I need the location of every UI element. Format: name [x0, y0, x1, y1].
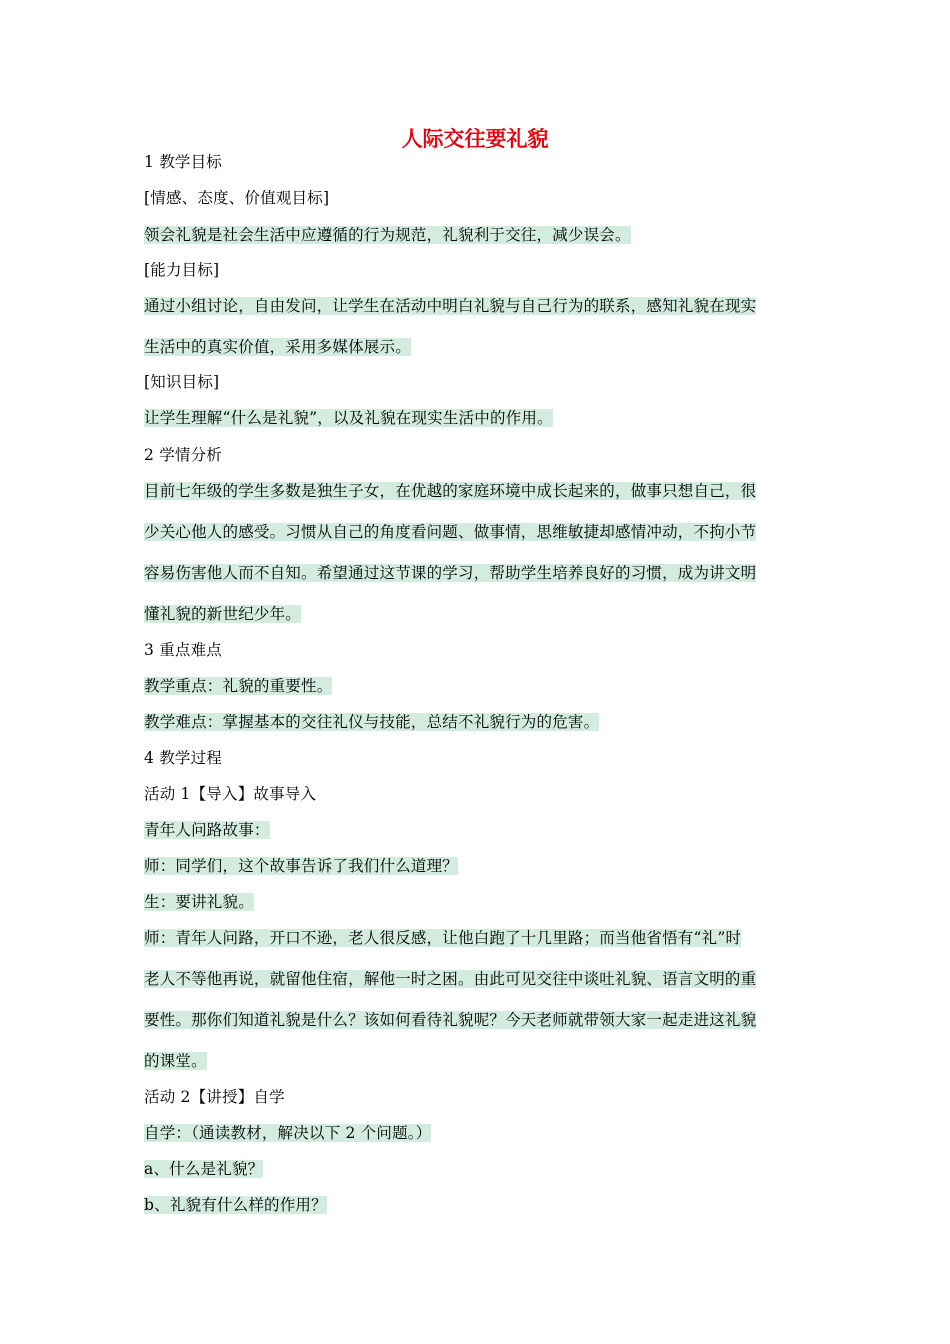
line-text: b、礼貌有什么样的作用？ — [144, 1196, 327, 1214]
text-line — [144, 712, 599, 732]
text-line — [144, 640, 222, 660]
line-text: 生：要讲礼貌。 — [144, 893, 254, 911]
line-text: 3 重点难点 — [144, 641, 222, 659]
line-text: 目前七年级的学生多数是独生子女，在优越的家庭环境中成长起来的，做事只想自己，很 — [144, 482, 757, 500]
line-text: 老人不等他再说，就留他住宿，解他一时之困。由此可见交往中谈吐礼貌、语言文明的重 — [144, 970, 757, 988]
text-line — [144, 1087, 285, 1107]
text-line — [144, 748, 222, 768]
line-text: 4 教学过程 — [144, 749, 222, 767]
text-line — [144, 1159, 263, 1179]
line-text: [情感、态度、价值观目标] — [144, 189, 330, 207]
line-text: 教学难点：掌握基本的交往礼仪与技能，总结不礼貌行为的危害。 — [144, 713, 600, 731]
text-line — [144, 225, 631, 245]
text-line — [144, 1123, 431, 1143]
text-line — [144, 296, 756, 316]
line-text: 师：同学们，这个故事告诉了我们什么道理？ — [144, 857, 459, 875]
text-line — [144, 969, 756, 989]
document-title: 人际交往要礼貌 — [401, 127, 549, 151]
line-text: 的课堂。 — [144, 1052, 207, 1070]
text-line — [144, 445, 222, 465]
text-line — [144, 260, 219, 280]
line-text: 生活中的真实价值，采用多媒体展示。 — [144, 338, 411, 356]
text-line — [144, 522, 756, 542]
text-line — [144, 604, 301, 624]
line-text: 1 教学目标 — [144, 153, 222, 171]
text-line — [144, 372, 219, 392]
line-text: 懂礼貌的新世纪少年。 — [144, 605, 302, 623]
text-line — [144, 1051, 207, 1071]
line-text: 2 学情分析 — [144, 446, 222, 464]
text-line — [144, 1195, 327, 1215]
line-text: 要性。那你们知道礼貌是什么？该如何看待礼貌呢？今天老师就带领大家一起走进这礼貌 — [144, 1011, 757, 1029]
text-line — [144, 563, 756, 583]
line-text: 活动 2【讲授】自学 — [144, 1088, 285, 1106]
line-text: 师：青年人问路，开口不逊，老人很反感，让他白跑了十几里路；而当他省悟有“礼”时 — [144, 929, 742, 947]
line-text: [能力目标] — [144, 261, 220, 279]
line-text: 活动 1【导入】故事导入 — [144, 785, 317, 803]
text-line — [144, 856, 458, 876]
text-line — [144, 408, 553, 428]
text-line — [144, 337, 411, 357]
text-line — [144, 928, 741, 948]
text-line — [144, 152, 222, 172]
line-text: 自学：（通读教材，解决以下 2 个问题。） — [144, 1124, 432, 1142]
text-line — [144, 676, 332, 696]
line-text: a、什么是礼貌？ — [144, 1160, 264, 1178]
line-text: 领会礼貌是社会生活中应遵循的行为规范，礼貌利于交往，减少误会。 — [144, 226, 631, 244]
text-line — [144, 820, 270, 840]
line-text: 教学重点：礼貌的重要性。 — [144, 677, 333, 695]
line-text: 通过小组讨论，自由发问，让学生在活动中明白礼貌与自己行为的联系，感知礼貌在现实 — [144, 297, 757, 315]
text-line — [144, 481, 756, 501]
line-text: 容易伤害他人而不自知。希望通过这节课的学习，帮助学生培养良好的习惯，成为讲文明 — [144, 564, 757, 582]
line-text: [知识目标] — [144, 373, 220, 391]
line-text: 少关心他人的感受。习惯从自己的角度看问题、做事情，思维敏捷却感情冲动，不拘小节 — [144, 523, 757, 541]
text-line — [144, 784, 316, 804]
line-text: 青年人问路故事： — [144, 821, 270, 839]
line-text: 让学生理解“什么是礼貌”，以及礼貌在现实生活中的作用。 — [144, 409, 553, 427]
text-line — [144, 892, 254, 912]
text-line — [144, 188, 329, 208]
text-line — [144, 1010, 756, 1030]
